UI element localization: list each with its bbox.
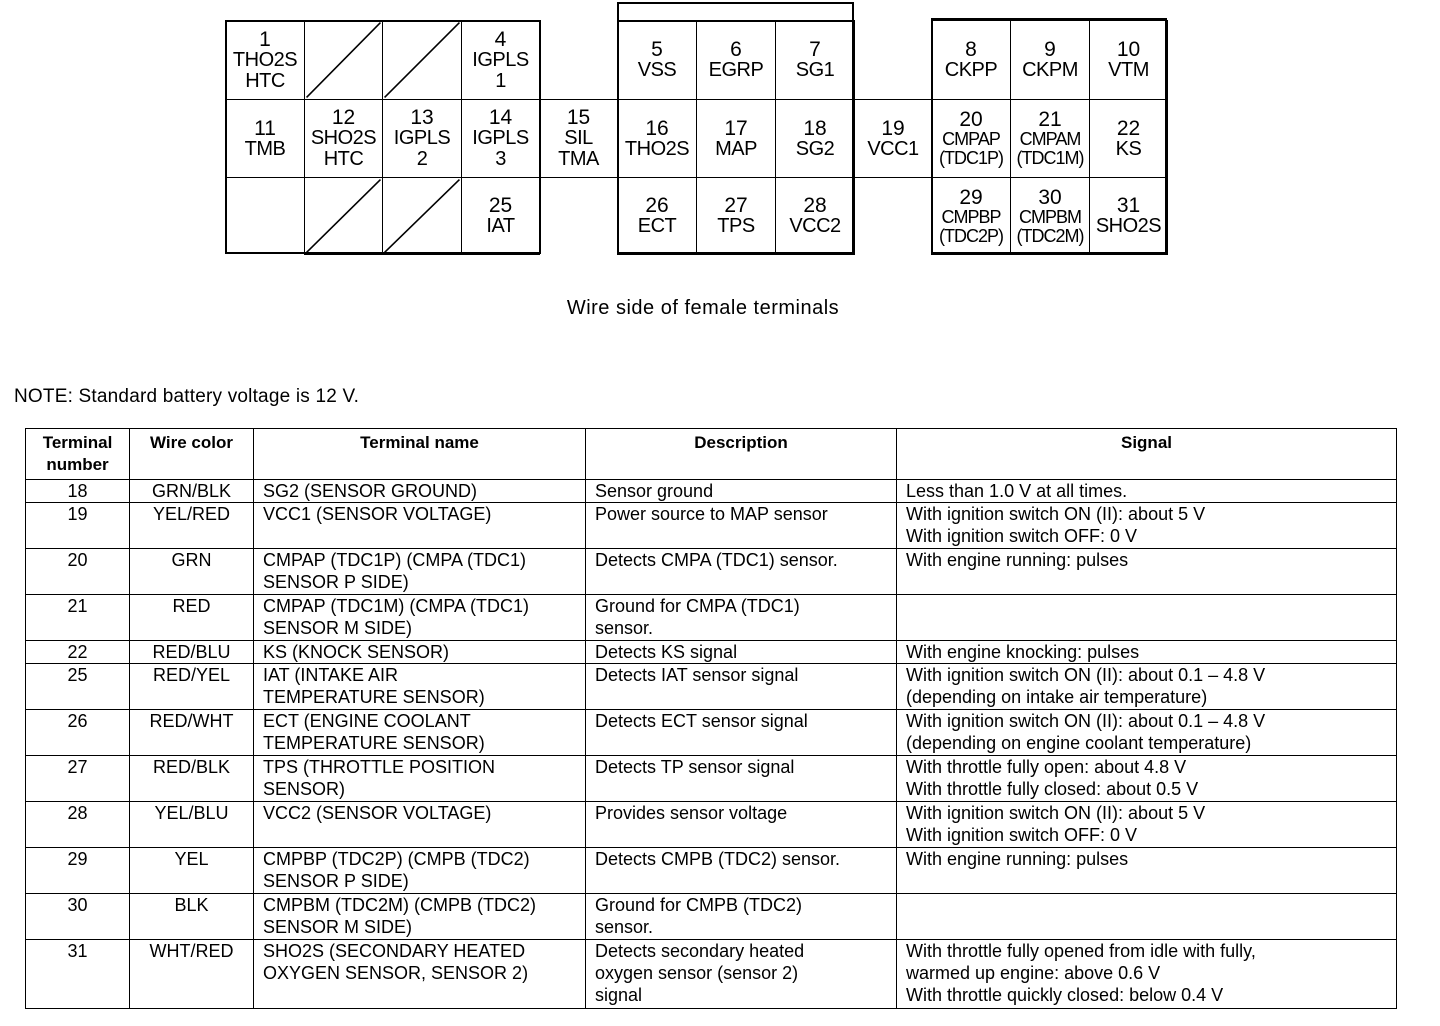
terminal-number: 16 — [645, 116, 669, 140]
terminal-label: VCC2 — [789, 215, 841, 237]
terminal-label: CMPBP — [941, 206, 1001, 227]
cell-wire-color-line: RED/BLK — [152, 757, 231, 777]
cell-wire-color — [130, 549, 254, 595]
cell-terminal-number — [26, 664, 130, 710]
terminal-number: 19 — [881, 116, 905, 140]
cell-signal — [897, 664, 1397, 710]
cell-signal-line: With engine running: pulses — [906, 849, 1129, 869]
cell-description — [586, 756, 897, 802]
cell-description-line: Detects ECT sensor signal — [595, 711, 808, 731]
connector-cell-1 — [225, 20, 305, 100]
cell-description-line: Detects secondary heated — [595, 941, 805, 961]
terminal-label: IGPLS — [472, 127, 529, 149]
diagonal-slash-icon — [305, 21, 382, 99]
table-body — [26, 480, 1397, 1009]
connector-cell-12 — [304, 99, 383, 178]
cell-signal — [897, 802, 1397, 848]
connector-cell-18 — [775, 99, 855, 178]
diagonal-slash-icon — [383, 178, 461, 254]
terminal-number: 9 — [1044, 38, 1056, 61]
terminal-label: TMB — [244, 137, 286, 160]
cell-signal — [897, 549, 1397, 595]
connector-cell-13 — [382, 99, 462, 178]
terminal-label: THO2S — [624, 137, 690, 160]
cell-terminal-number-line: 19 — [67, 504, 88, 524]
terminal-number: 26 — [645, 194, 669, 217]
connector-key-tab — [617, 2, 854, 22]
cell-terminal-number-line: 27 — [67, 757, 88, 777]
cell-description-line: Ground for CMPA (TDC1) — [595, 596, 800, 616]
cell-signal-line: With ignition switch ON (II): about 0.1 – 4.8 V — [906, 711, 1266, 731]
terminal-number: 27 — [724, 194, 748, 217]
connector-cell-empty — [382, 20, 462, 100]
cell-description — [586, 710, 897, 756]
terminal-label: ECT — [637, 215, 677, 237]
table-row — [26, 894, 1397, 940]
diagonal-slash-icon — [305, 178, 382, 254]
connector-cell-empty — [304, 177, 383, 255]
connector-cell-9 — [1010, 20, 1090, 100]
cell-signal-line: With ignition switch OFF: 0 V — [906, 526, 1138, 546]
cell-signal — [897, 641, 1397, 664]
connector-cell-16 — [617, 99, 697, 178]
table-row — [26, 595, 1397, 641]
terminal-label: CKPM — [1022, 59, 1078, 81]
terminal-label: 1 — [495, 69, 506, 92]
cell-terminal-name-line: CMPBM (TDC2M) (CMPB (TDC2) — [263, 895, 536, 915]
terminal-number: 11 — [254, 116, 276, 140]
cell-terminal-number — [26, 894, 130, 940]
terminal-number: 4 — [494, 27, 507, 51]
cell-wire-color-line: RED/BLU — [152, 642, 231, 662]
cell-signal — [897, 940, 1397, 1009]
table-row — [26, 503, 1397, 549]
cell-terminal-name — [254, 503, 586, 549]
diagram-caption: Wire side of female terminals — [566, 297, 840, 319]
table-row — [26, 641, 1397, 664]
cell-terminal-name-line: OXYGEN SENSOR, SENSOR 2) — [263, 963, 529, 983]
terminal-number: 12 — [331, 106, 356, 129]
terminal-label: IGPLS — [472, 48, 529, 71]
table-row — [26, 940, 1397, 1009]
terminal-number: 10 — [1116, 38, 1141, 61]
cell-terminal-number — [26, 549, 130, 595]
cell-description — [586, 894, 897, 940]
header-description: Description — [586, 429, 897, 480]
cell-signal-line: warmed up engine: above 0.6 V — [906, 963, 1161, 983]
cell-terminal-number-line: 31 — [67, 941, 88, 961]
connector-cell-21 — [1010, 99, 1090, 178]
terminal-table — [25, 428, 1397, 1009]
cell-wire-color — [130, 641, 254, 664]
terminal-label: 3 — [495, 148, 506, 170]
cell-signal-line: Less than 1.0 V at all times. — [906, 481, 1128, 501]
cell-terminal-name — [254, 664, 586, 710]
terminal-number: 20 — [959, 108, 983, 131]
cell-description — [586, 549, 897, 595]
connector-cell-empty — [304, 20, 383, 100]
cell-terminal-number-line: 20 — [67, 550, 88, 570]
cell-terminal-name — [254, 802, 586, 848]
cell-description-line: oxygen sensor (sensor 2) — [595, 963, 799, 983]
cell-signal-line: With throttle fully opened from idle with fully, — [906, 941, 1256, 961]
cell-terminal-number — [26, 480, 130, 503]
connector-cell-22 — [1089, 99, 1168, 178]
terminal-label: VSS — [637, 59, 677, 81]
terminal-label: SHO2S — [1095, 215, 1162, 237]
cell-terminal-name — [254, 480, 586, 503]
cell-terminal-name-line: TPS (THROTTLE POSITION — [263, 757, 496, 777]
cell-wire-color-line: GRN — [171, 550, 212, 570]
cell-terminal-number-line: 29 — [67, 849, 88, 869]
connector-cell-10 — [1089, 20, 1168, 100]
cell-signal-line: With throttle fully closed: about 0.5 V — [906, 779, 1199, 799]
terminal-number: 7 — [809, 38, 821, 61]
cell-wire-color-line: WHT/RED — [149, 941, 234, 961]
cell-description-line: signal — [595, 985, 643, 1005]
cell-wire-color-line: RED/WHT — [149, 711, 234, 731]
terminal-number: 28 — [803, 194, 827, 217]
terminal-label: IGPLS — [393, 127, 451, 149]
cell-wire-color — [130, 480, 254, 503]
connector-cell-26 — [617, 177, 697, 255]
cell-terminal-name-line: CMPBP (TDC2P) (CMPB (TDC2) — [263, 849, 530, 869]
cell-terminal-name — [254, 940, 586, 1009]
terminal-label: (TDC2M) — [1016, 225, 1084, 246]
connector-cell-20 — [931, 99, 1011, 178]
terminal-label: TPS — [717, 215, 755, 237]
cell-description — [586, 480, 897, 503]
terminal-number: 31 — [1116, 194, 1141, 217]
cell-description-line: sensor. — [595, 917, 654, 937]
terminal-label: SIL — [564, 127, 593, 149]
terminal-label: EGRP — [708, 59, 764, 81]
terminal-label: CMPAM — [1019, 129, 1081, 149]
table-row — [26, 710, 1397, 756]
terminal-number: 5 — [651, 38, 663, 61]
cell-terminal-name-line: SG2 (SENSOR GROUND) — [263, 481, 478, 501]
terminal-number: 18 — [803, 116, 827, 140]
table-row — [26, 480, 1397, 503]
diagonal-slash-icon — [383, 21, 461, 99]
cell-signal-line: (depending on intake air temperature) — [906, 687, 1208, 707]
connector-cell-19 — [854, 99, 932, 178]
cell-terminal-number — [26, 503, 130, 549]
cell-terminal-number-line: 18 — [67, 481, 88, 501]
connector-cell-5 — [617, 20, 697, 100]
cell-wire-color-line: RED — [172, 596, 211, 616]
terminal-label: CMPBM — [1019, 206, 1081, 227]
cell-terminal-name-line: SENSOR M SIDE) — [263, 917, 413, 937]
terminal-label: THO2S — [232, 48, 298, 71]
terminal-label: VTM — [1108, 59, 1149, 81]
connector-cell-8 — [931, 20, 1011, 100]
cell-signal-line: With ignition switch ON (II): about 5 V — [906, 504, 1206, 524]
cell-signal-line: With ignition switch OFF: 0 V — [906, 825, 1138, 845]
cell-wire-color — [130, 756, 254, 802]
cell-description-line: Detects CMPA (TDC1) sensor. — [595, 550, 838, 570]
cell-terminal-number — [26, 595, 130, 641]
cell-terminal-name — [254, 549, 586, 595]
cell-wire-color-line: YEL — [174, 849, 209, 869]
cell-terminal-name-line: SENSOR M SIDE) — [263, 618, 413, 638]
table-row — [26, 848, 1397, 894]
cell-terminal-name — [254, 848, 586, 894]
cell-terminal-name-line: CMPAP (TDC1P) (CMPA (TDC1) — [263, 550, 527, 570]
cell-description-line: Provides sensor voltage — [595, 803, 788, 823]
cell-terminal-number-line: 30 — [67, 895, 88, 915]
cell-terminal-number-line: 26 — [67, 711, 88, 731]
cell-wire-color-line: YEL/BLU — [154, 803, 229, 823]
connector-diagram — [0, 0, 1440, 270]
terminal-number: 13 — [410, 106, 434, 129]
cell-wire-color-line: YEL/RED — [152, 504, 231, 524]
connector-cell-28 — [775, 177, 855, 255]
connector-cell-empty — [382, 177, 462, 255]
cell-description — [586, 503, 897, 549]
cell-description — [586, 802, 897, 848]
cell-signal-line: With throttle fully open: about 4.8 V — [906, 757, 1187, 777]
cell-signal — [897, 756, 1397, 802]
cell-wire-color — [130, 802, 254, 848]
cell-signal-line: With throttle quickly closed: below 0.4 V — [906, 985, 1224, 1005]
cell-signal-line: With ignition switch ON (II): about 0.1 – 4.8 V — [906, 665, 1266, 685]
cell-wire-color — [130, 664, 254, 710]
cell-signal-line: With engine running: pulses — [906, 550, 1129, 570]
terminal-number: 6 — [730, 38, 742, 61]
cell-terminal-name-line: IAT (INTAKE AIR — [263, 665, 399, 685]
table-row — [26, 802, 1397, 848]
terminal-label: SHO2S — [310, 127, 377, 149]
terminal-label: HTC — [323, 148, 364, 170]
connector-cell-17 — [696, 99, 776, 178]
cell-signal-line: With ignition switch ON (II): about 5 V — [906, 803, 1206, 823]
terminal-label: (TDC1M) — [1016, 148, 1084, 168]
terminal-number: 8 — [965, 38, 977, 61]
cell-signal — [897, 595, 1397, 641]
terminal-label: CMPAP — [942, 129, 1000, 149]
cell-terminal-number — [26, 710, 130, 756]
terminal-number: 15 — [566, 106, 591, 129]
cell-wire-color-line: BLK — [174, 895, 209, 915]
table-row — [26, 756, 1397, 802]
cell-description — [586, 664, 897, 710]
cell-terminal-name-line: ECT (ENGINE COOLANT — [263, 711, 471, 731]
cell-signal — [897, 503, 1397, 549]
connector-cell-14 — [461, 99, 540, 178]
terminal-label: HTC — [245, 69, 285, 92]
cell-description — [586, 940, 897, 1009]
header-wire-color: Wire color — [130, 429, 254, 480]
cell-wire-color — [130, 710, 254, 756]
cell-signal — [897, 848, 1397, 894]
table-row — [26, 549, 1397, 595]
cell-terminal-name — [254, 894, 586, 940]
cell-wire-color-line: GRN/BLK — [151, 481, 232, 501]
terminal-label: KS — [1115, 137, 1142, 160]
terminal-number: 22 — [1116, 116, 1141, 140]
cell-terminal-name-line: TEMPERATURE SENSOR) — [263, 733, 485, 753]
connector-cell-25 — [461, 177, 540, 255]
cell-description-line: Detects IAT sensor signal — [595, 665, 799, 685]
cell-signal-line: With engine knocking: pulses — [906, 642, 1140, 662]
cell-signal — [897, 894, 1397, 940]
cell-terminal-number — [26, 641, 130, 664]
cell-terminal-number-line: 25 — [67, 665, 88, 685]
terminal-label: (TDC1P) — [939, 148, 1003, 168]
cell-terminal-number-line: 28 — [67, 803, 88, 823]
connector-cell-4 — [461, 20, 540, 100]
cell-terminal-name-line: VCC2 (SENSOR VOLTAGE) — [263, 803, 492, 823]
cell-terminal-name — [254, 595, 586, 641]
cell-description-line: Detects CMPB (TDC2) sensor. — [595, 849, 841, 869]
cell-wire-color — [130, 940, 254, 1009]
cell-terminal-number — [26, 848, 130, 894]
terminal-label: CKPP — [944, 59, 998, 81]
header-signal: Signal — [897, 429, 1397, 480]
terminal-number: 25 — [488, 194, 513, 217]
cell-description-line: Detects KS signal — [595, 642, 738, 662]
cell-terminal-name-line: VCC1 (SENSOR VOLTAGE) — [263, 504, 492, 524]
cell-terminal-name-line: CMPAP (TDC1M) (CMPA (TDC1) — [263, 596, 530, 616]
battery-voltage-note: NOTE: Standard battery voltage is 12 V. — [14, 386, 360, 407]
cell-description-line: Sensor ground — [595, 481, 714, 501]
terminal-label: SG2 — [795, 137, 835, 160]
terminal-number: 17 — [724, 116, 748, 140]
header-terminal-name: Terminal name — [254, 429, 586, 480]
cell-wire-color — [130, 894, 254, 940]
connector-cell-7 — [775, 20, 855, 100]
cell-terminal-number — [26, 756, 130, 802]
cell-wire-color — [130, 848, 254, 894]
terminal-label: SG1 — [795, 59, 835, 81]
terminal-number: 1 — [259, 27, 271, 51]
cell-description-line: sensor. — [595, 618, 654, 638]
connector-cell-27 — [696, 177, 776, 255]
terminal-label: TMA — [558, 148, 599, 170]
cell-terminal-number — [26, 802, 130, 848]
cell-wire-color — [130, 595, 254, 641]
connector-cell-6 — [696, 20, 776, 100]
cell-wire-color-line: RED/YEL — [152, 665, 231, 685]
cell-signal — [897, 480, 1397, 503]
cell-wire-color — [130, 503, 254, 549]
cell-terminal-name-line: SENSOR) — [263, 779, 346, 799]
table-row — [26, 664, 1397, 710]
table-header-row — [26, 429, 1397, 480]
terminal-number: 30 — [1038, 185, 1062, 209]
cell-terminal-name-line: TEMPERATURE SENSOR) — [263, 687, 485, 707]
cell-description — [586, 641, 897, 664]
terminal-number: 21 — [1038, 108, 1062, 131]
cell-terminal-name-line: SENSOR P SIDE) — [263, 871, 409, 891]
cell-terminal-number-line: 22 — [67, 642, 88, 662]
terminal-label: 2 — [416, 148, 428, 170]
connector-cell-31 — [1089, 177, 1168, 255]
cell-signal — [897, 710, 1397, 756]
terminal-label: MAP — [715, 137, 757, 160]
cell-terminal-name — [254, 756, 586, 802]
cell-terminal-name-line: SENSOR P SIDE) — [263, 572, 409, 592]
terminal-label: (TDC2P) — [939, 225, 1003, 246]
cell-description — [586, 848, 897, 894]
cell-signal-line: (depending on engine coolant temperature) — [906, 733, 1252, 753]
cell-terminal-name-line: KS (KNOCK SENSOR) — [263, 642, 450, 662]
connector-cell-15 — [539, 99, 618, 178]
terminal-label: IAT — [486, 215, 515, 237]
cell-description — [586, 595, 897, 641]
connector-cell-29 — [931, 177, 1011, 255]
cell-terminal-name — [254, 641, 586, 664]
connector-cell-11 — [225, 99, 305, 178]
cell-description-line: Ground for CMPB (TDC2) — [595, 895, 803, 915]
terminal-number: 14 — [488, 106, 513, 129]
cell-terminal-name — [254, 710, 586, 756]
cell-terminal-number-line: 21 — [67, 596, 88, 616]
header-terminal-number: Terminal number — [26, 429, 130, 480]
cell-description-line: Detects TP sensor signal — [595, 757, 795, 777]
cell-terminal-name-line: SHO2S (SECONDARY HEATED — [263, 941, 526, 961]
connector-cell-30 — [1010, 177, 1090, 255]
cell-description-line: Power source to MAP sensor — [595, 504, 828, 524]
terminal-number: 29 — [959, 185, 983, 209]
cell-terminal-number — [26, 940, 130, 1009]
terminal-label: VCC1 — [867, 137, 919, 160]
